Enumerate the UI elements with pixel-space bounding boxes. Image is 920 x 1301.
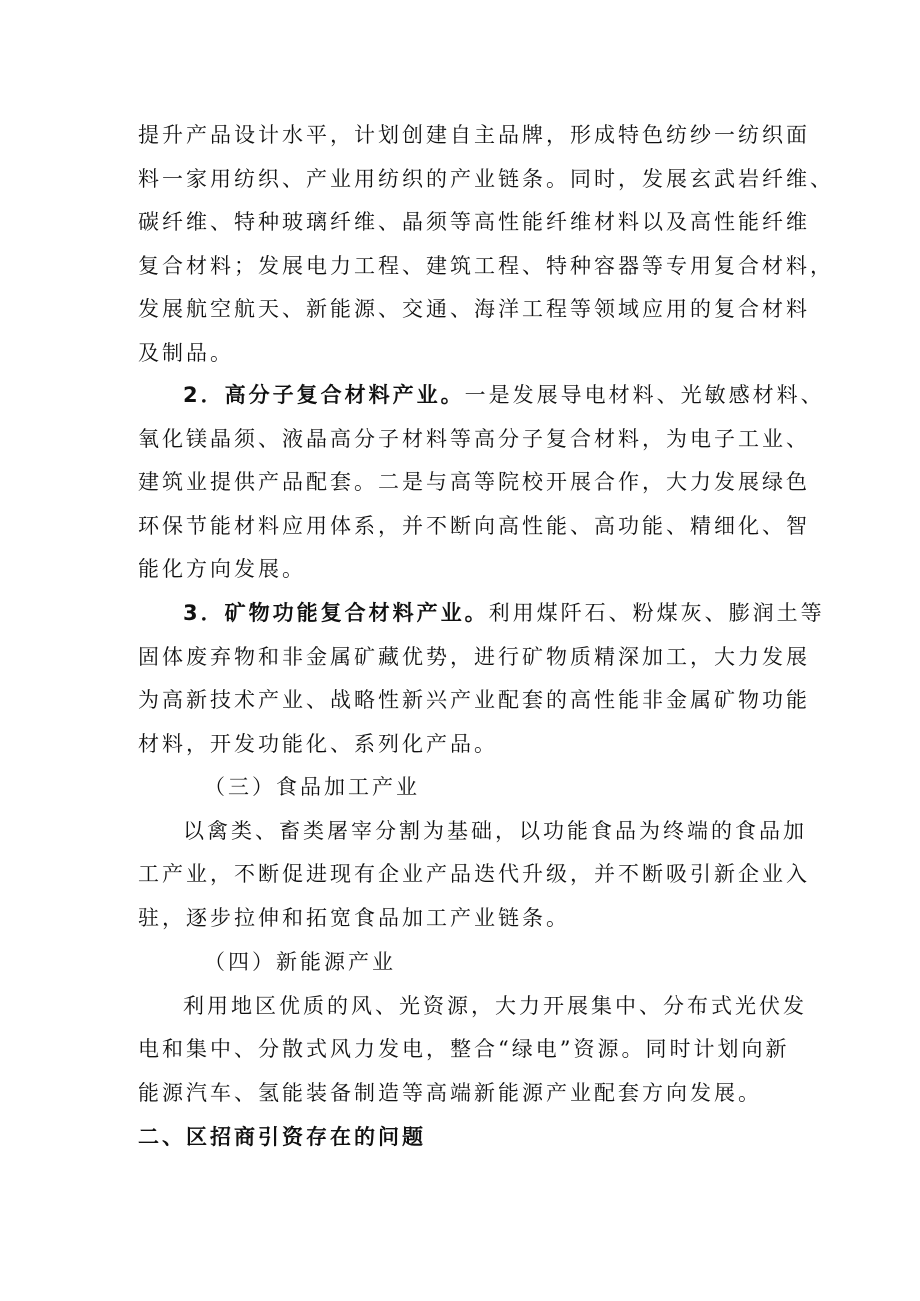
paragraph-section-2 [138, 374, 825, 592]
text-line: 发展航空航天、新能源、交通、海洋工程等领域应用的复合材料 [138, 297, 810, 321]
text-line: 氧化镁晶须、液晶高分子材料等高分子复合材料，为电子工业、 [138, 426, 810, 451]
text-line: 以禽类、畜类屠宰分割为基础，以功能食品为终端的食品加 [183, 818, 807, 843]
text-line [138, 592, 825, 636]
text-line: 能化方向发展。 [138, 557, 306, 581]
text-line: 提升产品设计水平，计划创建自主品牌，形成特色纺纱一纺织面 [138, 123, 810, 147]
text-line: 工产业，不断促进现有企业产品迭代升级，并不断吸引新企业入 [138, 862, 810, 886]
section-2-heading: 2．高分子复合材料产业。 [183, 383, 465, 407]
text-line: 复合材料；发展电力工程、建筑工程、特种容器等专用复合材料， [138, 253, 834, 278]
subsection-energy-heading: （四）新能源产业 [204, 950, 396, 974]
subsection-new-energy [138, 941, 807, 1115]
subsection-food-heading: （三）食品加工产业 [204, 775, 420, 799]
text-line: 电和集中、分散式风力发电，整合“绿电”资源。同时计划向新 [138, 1037, 790, 1061]
text-line: 料一家用纺织、产业用纺织的产业链条。同时，发展玄武岩纤维、 [138, 166, 834, 191]
text-line: 建筑业提供产品配套。二是与高等院校开展合作，大力发展绿色 [138, 470, 810, 494]
text-line: 材料，开发功能化、系列化产品。 [138, 731, 498, 756]
section-2-first-line: 一是发展导电材料、光敏感材料、 [464, 383, 825, 407]
text-line: 为高新技术产业、战略性新兴产业配套的高性能非金属矿物功能 [138, 688, 810, 712]
text-line: 及制品。 [138, 340, 234, 365]
section-3-first-line: 利用煤阡石、粉煤灰、膨润土等 [488, 601, 825, 625]
section-problems [138, 1116, 798, 1160]
section-problems-heading: 二、区招商引资存在的问题 [138, 1125, 426, 1149]
section-3-heading: 3．矿物功能复合材料产业。 [183, 601, 489, 625]
text-line: 利用地区优质的风、光资源，大力开展集中、分布式光伏发 [183, 993, 807, 1018]
text-line: 固体废弃物和非金属矿藏优势，进行矿物质精深加工，大力发展 [138, 644, 810, 669]
paragraph-section-3 [138, 592, 825, 766]
text-line: 碳纤维、特种玻璃纤维、晶须等高性能纤维材料以及高性能纤维 [138, 210, 810, 234]
subsection-food-processing [138, 766, 810, 940]
text-line: 环保节能材料应用体系，并不断向高性能、高功能、精细化、智 [138, 513, 810, 538]
text-line: 能源汽车、氢能装备制造等高端新能源产业配套方向发展。 [138, 1080, 762, 1105]
text-line: 驻，逐步拉伸和拓宽食品加工产业链条。 [138, 905, 570, 930]
paragraph-intro [138, 114, 834, 375]
text-line [138, 374, 825, 418]
